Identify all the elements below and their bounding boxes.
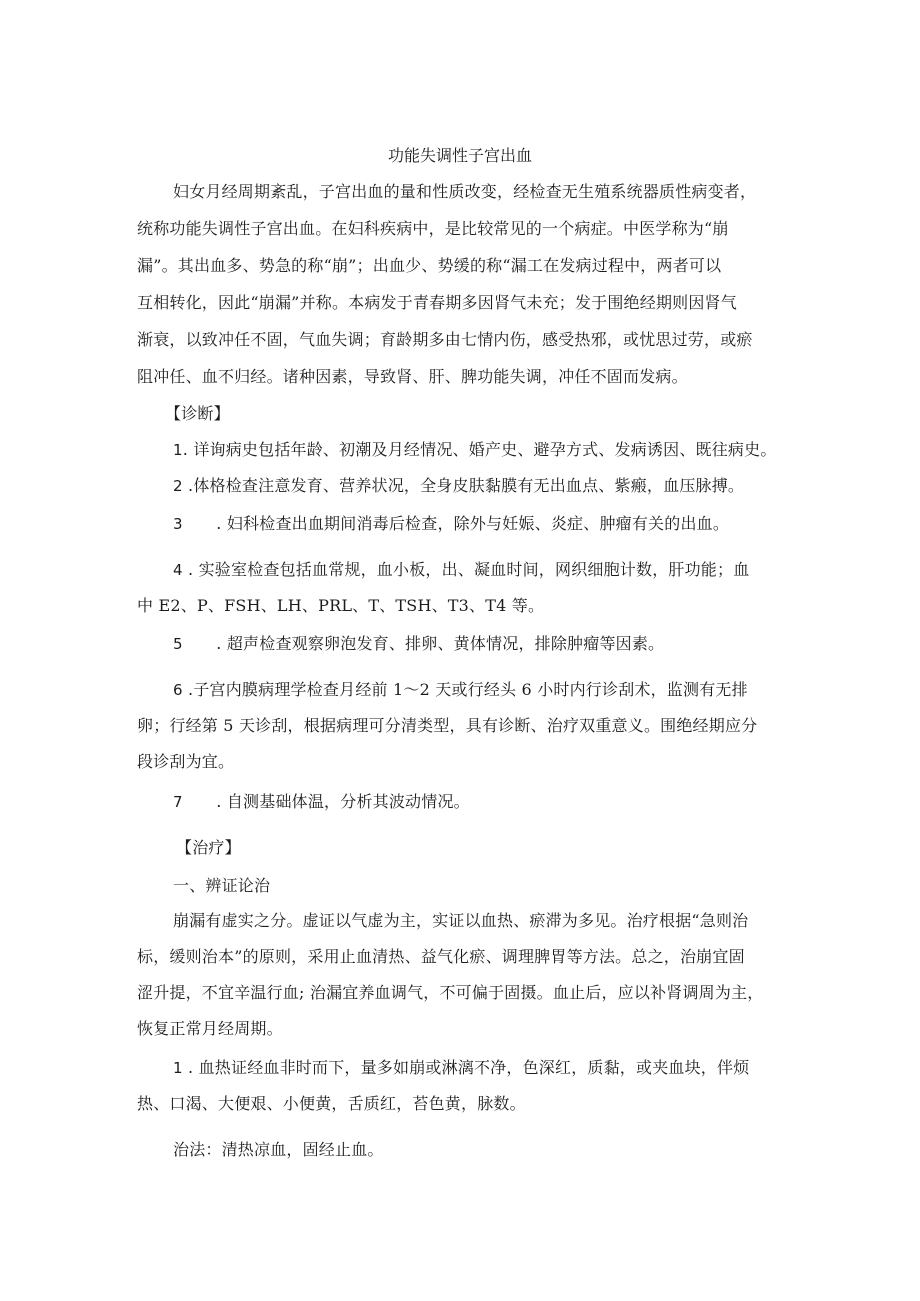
diagnosis-item (173, 634, 833, 654)
item-number: 4 (173, 561, 183, 579)
treatment-subheading: 一、辨证论治 (173, 876, 271, 895)
intro-line: 妇女月经周期紊乱，子宫出血的量和性质改变，经检查无生殖系统器质性病变者， (173, 182, 757, 201)
diagnosis-item-continued: 段诊刮为宜。 (137, 752, 235, 771)
treatment-line: 标，缓则治本”的原则，采用止血清热、益气化瘀、调理脾胃等方法。总之，治崩宜固 (137, 947, 745, 966)
intro-line: 漏”。其出血多、势急的称“崩”；出血少、势缓的称“漏工在发病过程中，两者可以 (137, 256, 722, 275)
diagnosis-item (173, 792, 833, 812)
item-number: 3 (173, 515, 183, 533)
diagnosis-item-continued: 中 E2、P、FSH、LH、PRL、T、TSH、T3、T4 等。 (137, 596, 545, 615)
item-number: 1 (173, 1059, 183, 1077)
diagnosis-item (173, 440, 833, 460)
treatment-item (173, 1058, 833, 1078)
treatment-line: 崩漏有虚实之分。虚证以气虚为主，实证以血热、瘀滞为多见。治疗根据“急则治 (173, 911, 749, 930)
item-text: . 妇科检查出血期间消毒后检查，除外与妊娠、炎症、肿瘤有关的出血。 (211, 514, 730, 533)
item-text: . 血热证经血非时而下，量多如崩或淋漓不净，色深红，质黏，或夹血块，伴烦 (182, 1058, 750, 1077)
page-title: 功能失调性子宫出血 (387, 146, 532, 165)
item-number: 6 (173, 681, 183, 699)
item-number: 2 (173, 477, 183, 495)
treatment-line: 恢复正常月经周期。 (137, 1019, 283, 1038)
item-number: 1 (173, 441, 183, 459)
item-text: . 自测基础体温，分析其波动情况。 (211, 792, 470, 811)
item-text: . 实验室检查包括血常规，血小板，出、凝血时间，网织细胞计数，肝功能；血 (182, 560, 750, 579)
diagnosis-item (173, 514, 833, 534)
item-text: .体格检查注意发育、营养状况，全身皮肤黏膜有无出血点、紫瘢，血压脉搏。 (182, 476, 745, 495)
intro-line: 渐衰，以致冲任不固，气血失调；育龄期多由七情内伤，感受热邪，或忧思过劳，或瘀 (137, 330, 753, 349)
diagnosis-heading: 【诊断】 (165, 404, 230, 423)
item-text: . 详询病史包括年龄、初潮及月经情况、婚产史、避孕方式、发病诱因、既往病史。 (182, 440, 777, 459)
item-text: . 超声检查观察卵泡发育、排卵、黄体情况，排除肿瘤等因素。 (211, 634, 665, 653)
diagnosis-item (173, 560, 833, 580)
intro-line: 阻冲任、血不归经。诸种因素，导致肾、肝、脾功能失调，冲任不固而发病。 (137, 367, 688, 386)
intro-line: 统称功能失调性子宫出血。在妇科疾病中，是比较常见的一个病症。中医学称为“崩 (137, 219, 729, 238)
intro-line: 互相转化，因此“崩漏”并称。本病发于青春期多因肾气未充；发于围绝经期则因肾气 (137, 293, 737, 312)
diagnosis-item (173, 476, 833, 496)
treatment-line: 涩升提，不宜辛温行血; 治漏宜养血调气，不可偏于固摄。血止后，应以补肾调周为主， (137, 983, 764, 1002)
treatment-item-continued: 热、口渴、大便艰、小便黄，舌质红，苔色黄，脉数。 (137, 1094, 526, 1113)
diagnosis-item (173, 680, 833, 700)
item-number: 7 (173, 793, 183, 811)
treatment-heading: 【治疗】 (176, 838, 241, 857)
item-number: 5 (173, 635, 183, 653)
treatment-method: 治法：清热凉血，固经止血。 (173, 1140, 384, 1159)
item-text: .子宫内膜病理学检查月经前 1～2 天或行经头 6 小时内行诊刮术，监测有无排 (182, 680, 748, 699)
diagnosis-item-continued: 卵；行经第 5 天诊刮，根据病理可分清类型，具有诊断、治疗双重意义。围绝经期应分 (137, 716, 758, 735)
